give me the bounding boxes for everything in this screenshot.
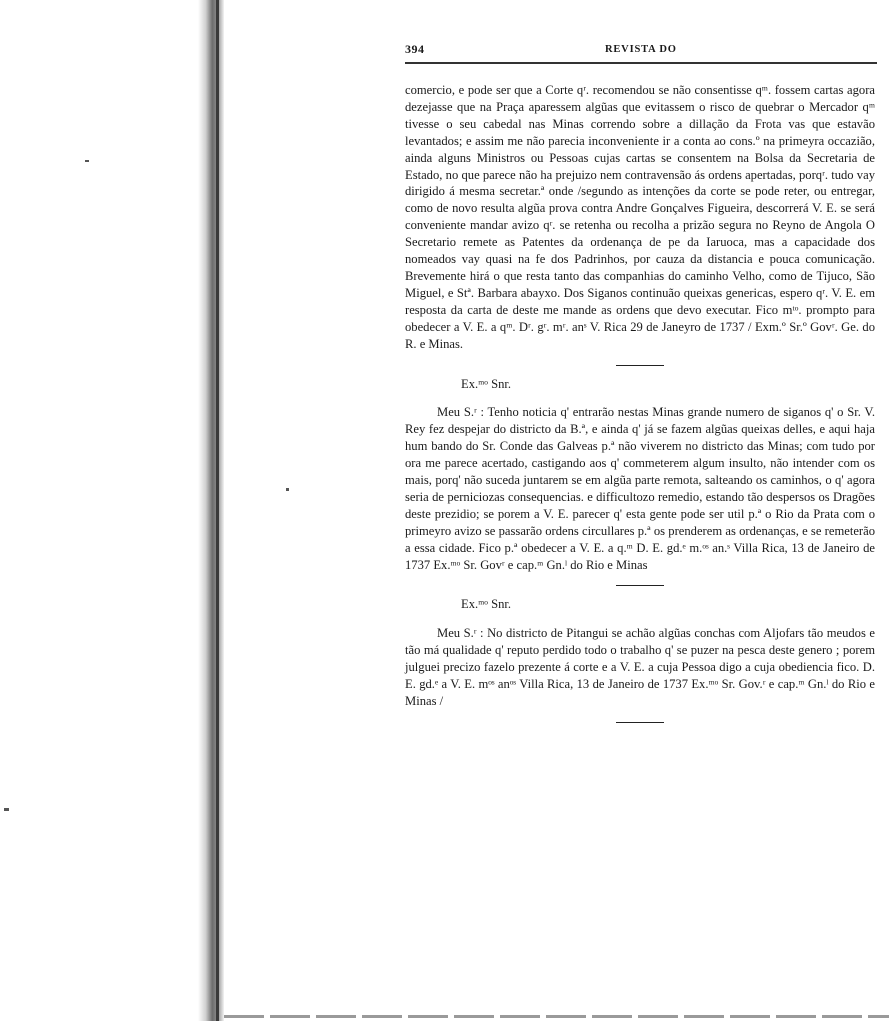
header-rule [405, 62, 877, 64]
book-spine-edge [216, 0, 219, 1021]
section-separator [616, 722, 664, 723]
letter-salutation: Ex.ᵐᵒ Snr. [461, 376, 512, 391]
scan-speck [286, 488, 289, 491]
book-page [405, 40, 875, 729]
running-title: REVISTA DO [605, 44, 677, 55]
book-spine-shadow [198, 0, 224, 1021]
page-body [405, 82, 875, 723]
facing-page-margin [0, 0, 198, 1021]
letter-salutation: Ex.ᵐᵒ Snr. [461, 597, 512, 612]
section-separator [616, 585, 664, 586]
letter-paragraph: Meu S.ʳ : Tenho noticia q' entrarão nestas Minas grande numero de siganos q' o Sr. V. Rey fez despejar do districto da B.ª, e ainda q' já se fazem algũas queixas delles, e aqui haja hum bando do Sr. Conde das Galveas p.ª não viverem no districto das Minas; com tudo por ora me parece acertado, castigando aos q' commeterem algum insulto, não intender com os mais, porq' não suceda juntarem se em algũa parte remota, salteando os caminhos, o q' agora seria de perniciozas consequencias. e difficultozo remedio, estando tão despersos os Dragões deste prezidio; se porem a V. E. parecer q' esta gente pode ser util p.ª o Rio da Prata com o primeyro avizo se passarão ordens circullares p.ª os prenderem as ordenanças, e se remeterão a essa cidade. Fico p.ª obedecer a V. E. a q.ᵐ D. E. gd.ᵉ m.ᵒˢ an.ˢ Villa Rica, 13 de Janeiro de 1737 Ex.ᵐᵒ Sr. Govʳ e cap.ᵐ Gn.ˡ do Rio e Minas [405, 405, 875, 572]
scan-speck [85, 160, 89, 162]
page-number: 394 [405, 42, 425, 56]
running-head [405, 40, 875, 62]
page-bottom-edge [224, 1015, 889, 1018]
section-separator [616, 365, 664, 366]
scan-speck [4, 808, 9, 811]
letter-paragraph: Meu S.ʳ : No districto de Pitangui se achão algũas conchas com Aljofars tão meudos e tão má qualidade q' reputo perdido todo o trabalho q' se puzer na pesca deste genero ; porem julguei precizo fazelo prezente á corte e a V. E. a cuja Pessoa digo a cuja obediencia fico. D. E. gd.ᵉ a V. E. mᵒˢ anᵒˢ Villa Rica, 13 de Janeiro de 1737 Ex.ᵐᵒ Sr. Gov.ʳ e cap.ᵐ Gn.ˡ do Rio e Minas / [405, 626, 875, 708]
letter-continuation-paragraph: comercio, e pode ser que a Corte qʳ. recomendou se não consentisse qᵐ. fossem cartas agora dezejasse que na Praça aparessem algũas que evitassem o risco de quebrar o Mercador qᵐ tivesse o seu cabedal nas Minas correndo sobre a dillação da Frota vas que estavão levantados; e assim me não parecia inconveniente ir a conta ao cons.º na primeyra occazião, ainda alguns Ministros ou Pessoas cujas cartas se consentem na Bolsa da Secretaria de Estado, no que parece não ha prejuizo nem contravensão ás ordens apertadas, porqʳ. tudo vay dirigido á mesma secretar.ª onde /segundo as intenções da corte se pode reter, ou entregar, como de novo resulta algũa prova contra Andre Gonçalves Figueira, descorrerá V. E. se será conveniente mandar avizo qʳ. se retenha ou recolha a prizão segura no Reyno de Angola O Secretario remete as Patentes da ordenança de pe da Iaruoca, mas a capacidade dos nomeados vay quasi na fe dos Padrinhos, por cauza da distancia e pouca comunicação. Brevemente hirá o que resta tanto das companhias do caminho Velho, como de Tijuco, São Miguel, e Stª. Barbara abayxo. Dos Siganos continuão queixas genericas, espero qʳ. V. E. em resposta da carta de deste me mande as ordens que devo executar. Fico mᵗᵒ. prompto para obedecer a V. E. a qᵐ. Dʳ. gʳ. mʳ. anˢ V. Rica 29 de Janeyro de 1737 / Exm.º Sr.º Govʳ. Ge. do R. e Minas. [405, 83, 875, 351]
